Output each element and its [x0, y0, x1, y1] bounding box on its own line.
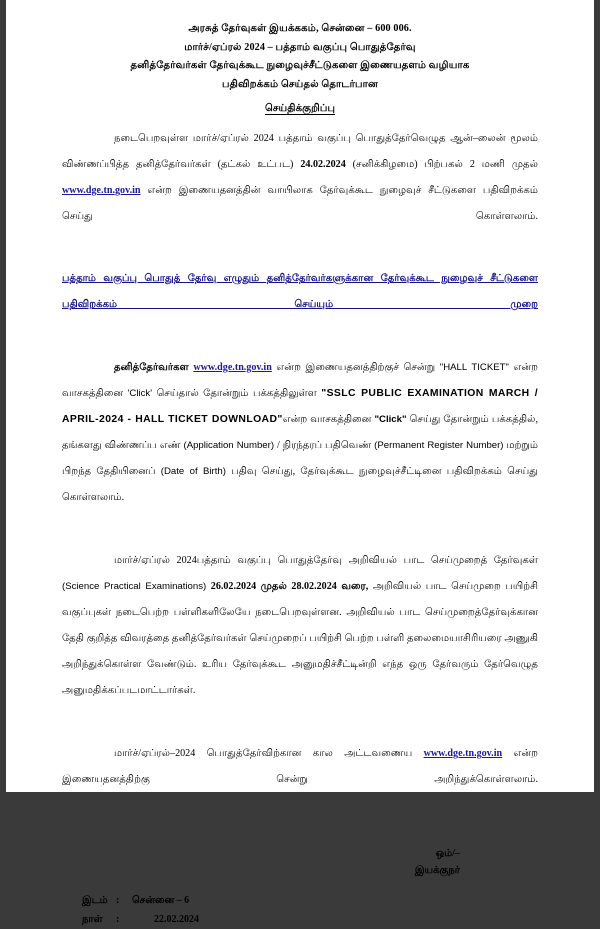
permanent-register-number-label: (Permanent Register Number)	[374, 440, 504, 451]
footer-fields	[62, 891, 538, 929]
hall-ticket-label: "HALL TICKET"	[439, 362, 509, 373]
document-body	[6, 0, 594, 929]
p4-text-part2: என்ற இணையதனத்திற்கு சென்று அறிந்துக்கொள்ளலாம்.	[62, 748, 539, 785]
date-of-birth-label: (Date of Birth)	[160, 466, 226, 477]
footer-date-row	[82, 910, 538, 929]
p1-text-part2: (சனிக்கிழமை) பிற்பகல் 2 மணி முதல்	[345, 159, 538, 170]
signature-block	[62, 845, 538, 879]
p3-text-part1: மார்ச்/ஏப்ரல் 2024பத்தாம் வகுப்பு பொதுத்தேர்வு அறிவியல் பாட செய்முறைத் தேர்வுகள்	[114, 555, 538, 566]
download-banner-label: "SSLC PUBLIC EXAMINATION MARCH / APRIL-2024 - HALL TICKET DOWNLOAD"	[62, 388, 539, 425]
header-line-4: பதிவிறக்கம் செய்தல் தொடர்பான	[221, 78, 379, 90]
p2-text-part6: / நிரந்தரப் பதிவெண்	[274, 440, 375, 451]
signature-designation: இயக்குநர்	[414, 865, 460, 876]
notice-title	[62, 102, 538, 115]
header-line-2: மார்ச்/ஏப்ரல் 2024 – பத்தாம் வகுப்பு பொதுத்தேர்வு	[184, 41, 416, 53]
click-label-2: "Click"	[374, 414, 407, 425]
p2-text-part2: என்ற வாசகத்தினை	[62, 362, 539, 399]
section-heading-download-procedure: பத்தாம் வகுப்பு பொதுத் தேர்வு எழுதும் தனித்தேர்வர்களுக்கான தேர்வுக்கூட நுழைவுச் சீட்டுகளை பதிவிறக்கம் செய்யும் முறை	[62, 273, 538, 310]
dge-website-link-procedure[interactable]: www.dge.tn.gov.in	[193, 362, 272, 373]
p3-varai: வரை,	[336, 581, 369, 592]
p2-text-part3: செய்தால் தோன்றும் பக்கத்திலுள்ள	[152, 388, 322, 399]
click-label-1: 'Click'	[127, 388, 153, 399]
dge-website-link[interactable]: www.dge.tn.gov.in	[62, 185, 141, 196]
practical-start-date: 26.02.2024	[210, 581, 257, 592]
science-practical-label: (Science Practical Examinations)	[62, 581, 207, 592]
paragraph-download-procedure	[62, 355, 538, 537]
hall-ticket-release-date: 24.02.2024	[300, 159, 346, 170]
document-page	[6, 0, 594, 925]
p2-text-part8: பதிவு செய்து, தேர்வுக்கூட நுழைவுச்சீட்டினை பதிவிறக்கம் செய்து கொள்ளலாம்.	[62, 466, 538, 503]
paragraph-timetable	[62, 741, 538, 819]
place-value: சென்னை – 6	[132, 895, 190, 906]
header-line-3: தனித்தேர்வர்கள் தேர்வுக்கூட நுழைவுச்சீட்டுகளை இணையதளம் வழியாக	[130, 60, 470, 71]
date-colon: :	[116, 914, 120, 925]
paragraph-science-practical	[62, 548, 538, 730]
paragraph-download-announcement	[62, 126, 538, 256]
p1-text-part3: என்ற இணையதனத்தின் வாயிலாக தேர்வுக்கூட நுழைவுச் சீட்டுகளை பதிவிறக்கம் செய்து கொள்ளலாம்.	[62, 185, 538, 222]
date-label: நாள்	[82, 914, 103, 925]
date-value: 22.02.2024	[154, 914, 199, 925]
header-line-1: அரசுத் தேர்வுகள் இயக்ககம், சென்னை – 600 006.	[188, 23, 412, 34]
p2-text-part7: மற்றும் பிறந்த தேதியினைப்	[62, 440, 539, 477]
place-colon: :	[116, 895, 120, 906]
place-label: இடம்	[82, 895, 108, 906]
footer-place-row	[82, 891, 538, 910]
p3-muthal: முதல்	[256, 581, 292, 592]
p2-text-part4: என்ற வாசகத்தினை	[282, 414, 375, 425]
notice-title-text: செய்திக்குறிப்பு	[264, 103, 336, 114]
p2-text-part5: செய்து தோன்றும் பக்கத்தில், தங்களது விண்ணப்ப எண்	[62, 414, 539, 451]
dge-website-link-timetable[interactable]: www.dge.tn.gov.in	[423, 748, 503, 759]
p2-text-part1: என்ற இணையதனத்திற்குச் சென்று	[271, 362, 440, 373]
p1-text-part1: நடைபெறவுள்ள மார்ச்/ஏப்ரல் 2024 பத்தாம் வகுப்பு பொதுத்தேர்வெழுத ஆன்–லைன் மூலம் விண்ணப்பித்த தனித்தேர்வர்கள் (தட்கல் உட்பட)	[62, 133, 538, 170]
p4-text-part1: மார்ச்/ஏப்ரல்–2024 பொதுத்தேர்விற்கான கால அட்டவணைய	[114, 748, 424, 759]
practical-end-date: 28.02.2024	[291, 581, 337, 592]
document-header	[62, 20, 538, 115]
application-number-label: (Application Number)	[183, 440, 275, 451]
p3-text-part2: அறிவியல் பாட செய்முறை பயிற்சி வகுப்புகள் நடைபெற்ற பள்ளிகளிலேயே நடைபெறவுள்ளன. அறிவியல் பாட செய்முறைத்தேர்வுக்கான தேதி குறித்த விவரத்தை தனித்தேர்வர்கள் செய்முறைப் பயிற்சி பெற்ற பள்ளி தலைமையாசிரியரை அணுகி அறிந்துக்கொள்ள வேண்டும். உரிய தேர்வுக்கூட அனுமதிச்சீட்டின்றி எந்த ஒரு தேர்வரும் தேர்வெழுத அனுமதிக்கப்படமாட்டார்கள்.	[62, 581, 538, 696]
p2-lead: தனித்தேர்வர்கள	[114, 362, 189, 373]
signature-mark: ஒம்/–	[435, 848, 460, 859]
